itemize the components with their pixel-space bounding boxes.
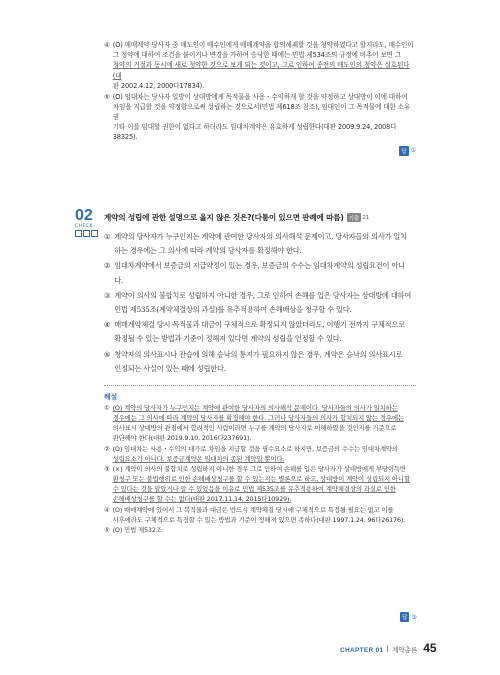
text-line: 다. <box>114 275 124 285</box>
answer-label: 답 <box>399 146 408 156</box>
text-line: 매매계약체결 당시 목적물과 대금이 구체적으로 확정되지 않았더라도, 이행기 전까지 구체적으로 <box>114 320 405 330</box>
item-number: ⑤ <box>104 526 110 534</box>
item-number: ③ <box>104 465 110 473</box>
text-line: 계약이 의사의 불합치로 성립하지 아니한 경우, 그로 인하여 손해를 입은 당사자는 상대방에 대하여 <box>114 290 412 300</box>
text-line: (O) 매매계약에 있어서 그 목적물과 대금은 반드시 계약체결 당시에 구체적으로 특정될 필요는 없고 이를 <box>112 505 394 514</box>
check-box[interactable] <box>91 230 98 237</box>
text-line: 차임을 지급할 것을 약정함으로써 성립하는 것으로서(민법 제618조 참조), 임대인이 그 목적물에 대한 소유권 <box>112 102 411 121</box>
text-line: (O) 매매계약 당사자 중 매도인이 매수인에게 매매계약을 합의해제할 것을 청약하였다고 할지라도, 매수인이 <box>112 41 414 49</box>
text-line: 사후에라도 구체적으로 특정할 수 있는 방법과 기준이 정해져 있으면 족하다(대판 1997.1.24, 96다26176). <box>112 515 406 524</box>
answer-value: ③ <box>411 613 417 621</box>
option-text <box>114 289 416 317</box>
text-line: 계약의 당사자가 누구인지는 계약에 관여한 당사자의 의사해석 문제이고, 당사자들의 의사가 일치 <box>114 232 407 241</box>
explanation-section <box>104 403 416 536</box>
check-label: CHECK <box>75 224 93 229</box>
question-number: 02 <box>75 207 93 224</box>
explanation-item-4 <box>104 40 416 91</box>
explanation-item-5 <box>104 525 416 535</box>
option-3 <box>104 289 416 317</box>
item-text <box>113 40 416 91</box>
answer-marker <box>400 612 417 622</box>
text-line: 판단해야 한다(대판 2019.9.10, 2016다237691). <box>112 434 252 442</box>
answer-value: ① <box>410 147 416 155</box>
text-line: 기타 이를 임대할 권한이 없다고 하더라도 임대차계약은 유효하게 성립한다(대판 2009.9.24, 2008다38325). <box>112 123 397 142</box>
question-title <box>104 212 416 223</box>
explanation-item-5 <box>104 92 416 143</box>
option-text <box>114 230 416 258</box>
text-line: 청약자의 의사표시나 관습에 의해 승낙의 통지가 필요하지 않은 경우, 계약은 승낙의 의사표시로 <box>114 349 403 359</box>
explanation-item-2 <box>104 444 416 464</box>
chapter-label: CHAPTER 01 <box>340 647 384 654</box>
tag-type: 기출 <box>347 213 361 222</box>
text-line: (O) 임대차는 사용・수익의 대가로 차임을 지급할 것을 필수요소로 하지만, 보증금의 수수는 임대차계약의 <box>112 444 398 453</box>
option-number: ⑤ <box>104 349 111 359</box>
item-text <box>113 464 416 504</box>
tag-number: 21 <box>362 214 370 221</box>
text-line: 인정되는 사실이 있는 때에 성립한다. <box>114 363 226 373</box>
option-number: ③ <box>104 290 111 300</box>
option-text <box>114 259 416 287</box>
text-line: 청약의 거절과 동시에 새로 청약한 것으로 보게 되는 것이고, 그로 인하여 종전의 매도인의 청약은 실효된다(대 <box>112 61 410 80</box>
footer-separator <box>387 645 388 652</box>
item-number: ① <box>104 404 110 412</box>
explanation-item-1 <box>104 403 416 443</box>
explanation-label: 해설 <box>104 393 118 401</box>
option-number: ② <box>104 261 111 271</box>
question-text: 계약의 성립에 관한 설명으로 옳지 않은 것은?(다툼이 있으면 판례에 따름) <box>104 213 344 222</box>
text-line: 민법 제535조(계약체결상의 과실)를 유추적용하여 손해배상을 청구할 수 있다. <box>114 305 352 315</box>
text-line: 하는 경우에는 그 의사에 따라 계약의 당사자를 확정해야 한다. <box>114 246 302 256</box>
explanation-item-3 <box>104 464 416 504</box>
item-text <box>113 92 416 143</box>
item-text <box>113 525 416 535</box>
text-line: (O) 민법 제532조 <box>112 526 162 534</box>
page-number: 45 <box>423 641 437 655</box>
check-box[interactable] <box>83 230 90 237</box>
text-line: (O) 계약의 당사자가 누구인지는 계약에 관여한 당사자의 의사해석 문제이다. 당사자들의 의사가 일치하는 <box>112 404 398 412</box>
option-number: ① <box>104 232 111 241</box>
text-line: 손해배상청구를 할 수는 없다(대판 2017.11.14, 2015다10929). <box>112 495 292 503</box>
text-line: (×) 계약이 의사의 불합치로 성립하지 아니한 경우 그로 인하여 손해를 입은 당사자가 상대방에게 부당이득반 <box>112 465 406 473</box>
chapter-title: 계약총론 <box>392 647 418 654</box>
option-text <box>114 348 416 376</box>
answer-marker <box>104 146 416 156</box>
text-line: 환청구 또는 불법행위로 인한 손해배상청구를 할 수 있는지는 별론으로 하고, 상대방이 계약이 성립되지 아니할 <box>112 475 410 483</box>
text-line: 임대차계약에서 보증금의 지급약정이 있는 경우, 보증금의 수수는 임대차계약의 성립요건이 아니 <box>114 261 405 271</box>
item-number: ② <box>104 444 110 453</box>
section-divider <box>104 385 416 386</box>
answer-label: 답 <box>400 612 409 622</box>
answer-options <box>104 230 416 377</box>
item-number: ④ <box>104 505 110 514</box>
page-footer <box>340 641 437 655</box>
item-text <box>113 505 416 525</box>
item-number: ⑤ <box>104 92 110 101</box>
check-boxes <box>75 230 98 237</box>
previous-explanation <box>104 40 416 156</box>
item-text <box>113 444 416 464</box>
text-line: 경우에는 그 의사에 따라 계약의 당사자를 확정해야 한다. 그러나 당사자들의 의사가 합치되지 않는 경우에는 <box>112 414 404 422</box>
text-line: 의사표시 상대방의 관점에서 합리적인 사람이라면 누구를 계약의 당사자로 이해하였을 것인지를 기준으로 <box>112 424 397 432</box>
option-2 <box>104 259 416 287</box>
option-text <box>114 318 416 346</box>
text-line: 판 2002.4.12, 2000다17834). <box>112 81 205 90</box>
text-line: 확정될 수 있는 방법과 기준이 정해져 있다면 계약의 성립을 인정할 수 있다. <box>114 334 342 344</box>
text-line: (O) 임대차는 당사자 일방이 상대방에게 목적물을 사용・수익하게 할 것을 약정하고 상대방이 이에 대하여 <box>112 92 408 101</box>
item-number: ④ <box>104 41 110 49</box>
option-4 <box>104 318 416 346</box>
text-line: 성립요소가 아니다. 보증금계약은 임대차의 종된 계약일 뿐이다. <box>112 454 285 463</box>
exam-tag <box>347 213 369 222</box>
text-line: 수 있다는 것을 알았거나 알 수 있었음을 이유로 민법 제535조를 유추적용하여 계약체결상의 과실로 인한 <box>112 485 396 493</box>
check-box[interactable] <box>75 230 82 237</box>
text-line: 그 청약에 대하여 조건을 붙이거나 변경을 가하여 승낙한 때에는 민법 제534조의 규정에 비추어 보면 그 <box>112 51 401 60</box>
explanation-item-4 <box>104 505 416 525</box>
item-text <box>113 403 416 443</box>
option-number: ④ <box>104 320 111 330</box>
option-5 <box>104 348 416 376</box>
option-1 <box>104 230 416 258</box>
